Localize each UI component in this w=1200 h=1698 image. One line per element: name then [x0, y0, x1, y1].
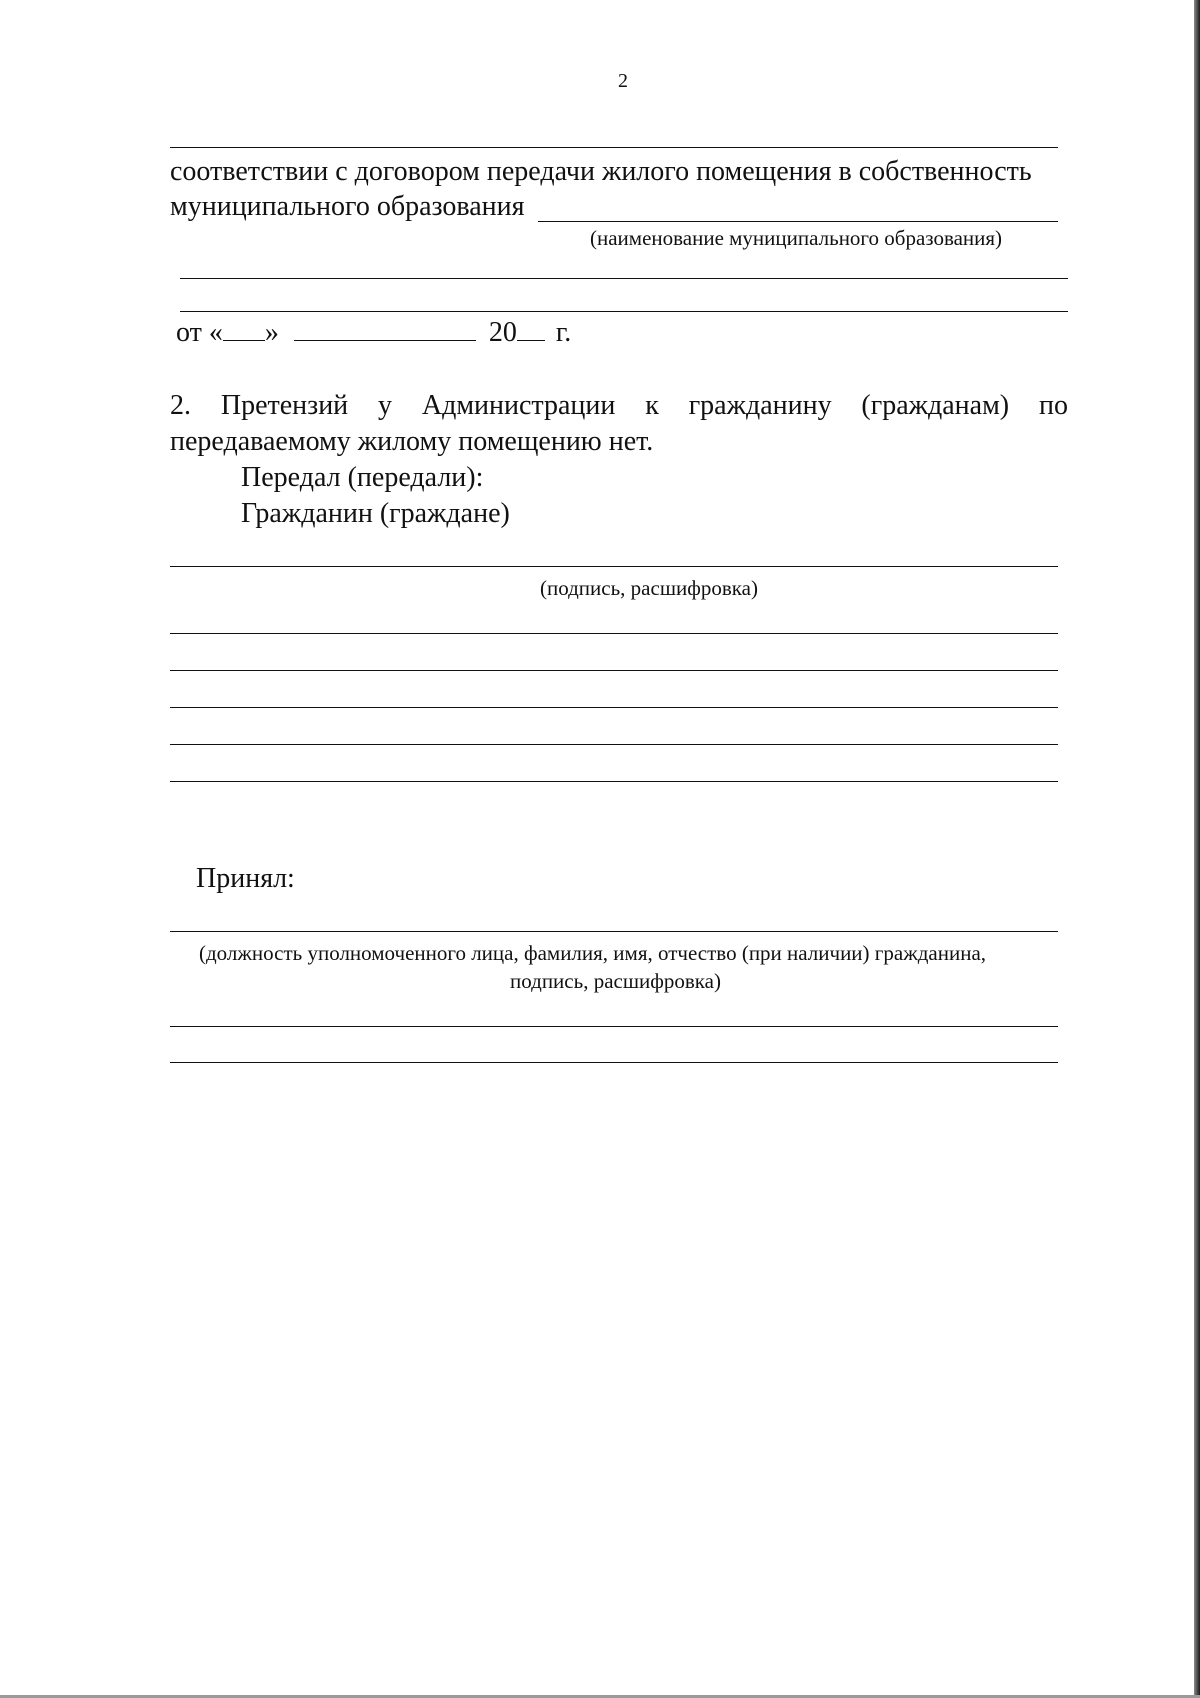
accepted-caption-line-2: подпись, расшифровка) — [510, 969, 721, 993]
municipality-caption: (наименование муниципального образования) — [590, 226, 1003, 250]
accepted-signature-line — [170, 931, 1058, 932]
page-edge-shadow — [1194, 0, 1200, 1698]
transferred-label: Передал (передали): — [241, 462, 484, 493]
month-blank — [294, 314, 476, 341]
citizen-label: Гражданин (граждане) — [241, 498, 510, 529]
blank-line — [180, 278, 1068, 279]
blank-line — [170, 781, 1058, 782]
year-suffix: г. — [555, 317, 572, 348]
clause-word: 2. — [170, 390, 191, 421]
clause-word: Претензий — [220, 390, 349, 421]
continuation-line-2: муниципального образования — [170, 191, 525, 222]
accepted-caption-line-1: (должность уполномоченного лица, фамилия, имя, отчество (при наличии) гражданина, — [199, 941, 987, 965]
accepted-label: Принял: — [196, 863, 295, 894]
clause-word: (гражданам) — [861, 390, 1010, 421]
blank-line — [170, 707, 1058, 708]
blank-line — [180, 311, 1068, 312]
page-number: 2 — [618, 70, 628, 92]
year-blank — [517, 314, 545, 341]
blank-line — [170, 670, 1058, 671]
year-prefix: 20 — [488, 317, 517, 348]
top-blank-line — [170, 147, 1058, 148]
citizen-signature-line — [170, 566, 1058, 567]
clause-word: к — [645, 390, 659, 421]
clause-word: гражданину — [688, 390, 832, 421]
date-prefix: от « — [176, 317, 223, 348]
date-close-quote: » — [264, 317, 279, 348]
continuation-line-1: соответствии с договором передачи жилого помещения в собственность — [170, 156, 1032, 187]
clause-word: у — [378, 390, 393, 421]
blank-line — [170, 744, 1058, 745]
day-blank — [223, 314, 265, 341]
clause-word: Администрации — [421, 390, 616, 421]
blank-line — [170, 1062, 1058, 1063]
clause-2-line-1 — [170, 389, 1068, 423]
date-line — [176, 314, 571, 350]
signature-caption: (подпись, расшифровка) — [540, 576, 758, 600]
municipality-blank-line — [538, 221, 1058, 222]
clause-word: по — [1038, 390, 1068, 421]
blank-line — [170, 1026, 1058, 1027]
clause-2-line-2: передаваемому жилому помещению нет. — [170, 426, 654, 457]
blank-line — [170, 633, 1058, 634]
